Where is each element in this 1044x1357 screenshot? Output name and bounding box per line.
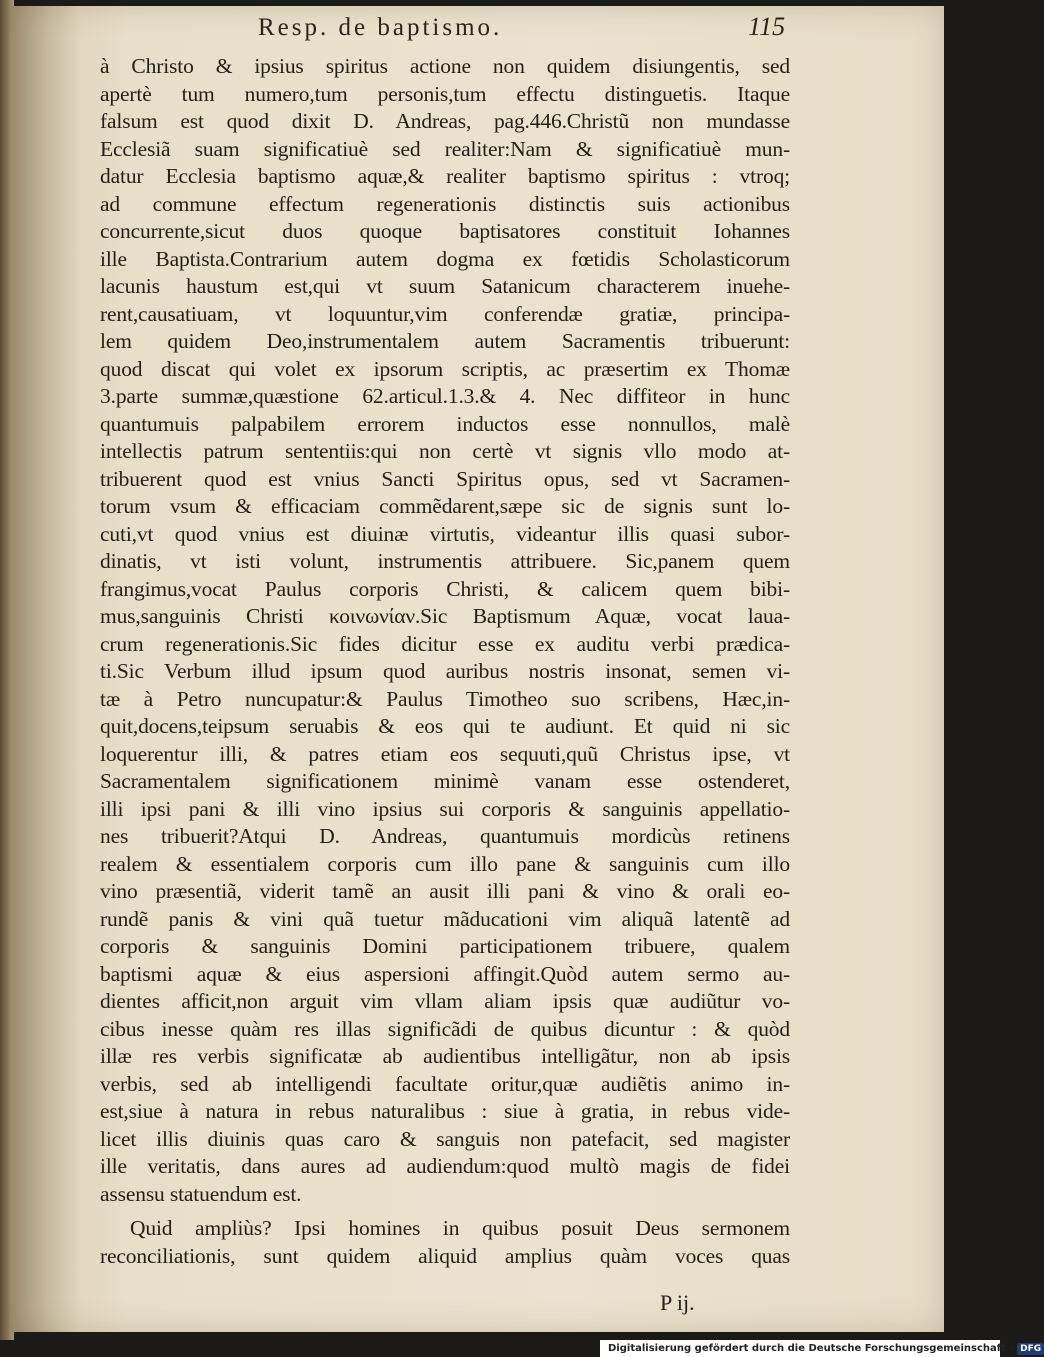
text-line: cibus inesse quàm res illas significãdi de quibus dicuntur : & quòd — [100, 1016, 790, 1041]
text-line: est,siue à natura in rebus naturalibus : siue à gratia, in rebus vide- — [100, 1099, 790, 1123]
signature-mark: P ij. — [660, 1290, 695, 1315]
text-line: quit,docens,teipsum seruabis & eos qui te audiunt. Et quid ni sic — [100, 714, 790, 738]
text-line: concurrente,sicut duos quoque baptisatores constituit Iohannes — [100, 219, 790, 243]
paragraph-gap — [100, 1208, 790, 1215]
text-line: corporis & sanguinis Domini participationem tribuere, qualem — [100, 934, 790, 958]
text-line: illi ipsi pani & illi vino ipsius sui corporis & sanguinis appellatio- — [100, 796, 790, 821]
text-line: baptismi aquæ & eius aspersioni affingit.Quòd autem sermo au- — [100, 961, 790, 986]
text-line: quantumuis palpabilem errorem inductos esse nonnullos, malè — [100, 411, 790, 436]
text-line: verbis, sed ab intelligendi facultate oritur,quæ audiẽtis animo in- — [100, 1071, 790, 1096]
text-line: lem quidem Deo,instrumentalem autem Sacramentis tribuerunt: — [100, 329, 790, 353]
text-line: frangimus,vocat Paulus corporis Christi, & calicem quem bibi- — [100, 576, 790, 601]
text-line: ille veritatis, dans aures ad audiendum:quod multò magis de fidei — [100, 1154, 790, 1178]
text-line: lacunis haustum est,qui vt suum Satanicum characterem inuehe- — [100, 274, 790, 298]
text-line: Sacramentalem significationem minimè vanam esse ostenderet, — [100, 769, 790, 793]
footer-credit: Digitalisierung gefördert durch die Deutsche Forschungsgemeinschaft · — [608, 1343, 1014, 1354]
text-line: falsum est quod dixit D. Andreas, pag.446.Christũ non mundasse — [100, 109, 790, 133]
text-line: tribuerent quod est vnius Sancti Spiritus opus, sed vt Sacramen- — [100, 466, 790, 491]
text-line: ille Baptista.Contrarium autem dogma ex fœtidis Scholasticorum — [100, 246, 790, 271]
page-number: 115 — [748, 12, 786, 41]
text-line: crum regenerationis.Sic fides dicitur esse ex auditu verbi prædica- — [100, 631, 790, 656]
text-line: assensu statuendum est. — [100, 1181, 302, 1206]
text-line: intellectis patrum sententiis:qui non certè vt signis vllo modo at- — [100, 439, 790, 463]
page-gutter-shadow — [10, 6, 80, 1332]
text-line: cuti,vt quod vnius est diuinæ virtutis, videantur illis quasi subor- — [100, 521, 790, 546]
text-line: illæ res verbis significatæ ab audientibus intelligãtur, non ab ipsis — [100, 1044, 790, 1068]
text-line: apertè tum numero,tum personis,tum effectu distinguetis. Itaque — [100, 81, 790, 106]
text-line: licet illis diuinis quas caro & sanguis non patefacit, sed magister — [100, 1126, 790, 1151]
text-line: rent,causatiuam, vt loquuntur,vim conferendæ gratiæ, principa- — [100, 301, 790, 326]
text-line: rundẽ panis & vini quã tuetur mãducationi vim aliquã latentẽ ad — [100, 906, 790, 931]
text-line: 3.parte summæ,quæstione 62.articul.1.3.& 4. Nec diffiteor in hunc — [100, 384, 790, 408]
text-line: à Christo & ipsius spiritus actione non quidem disiungentis, sed — [100, 54, 790, 78]
text-line: ad commune effectum regenerationis distinctis suis actionibus — [100, 191, 790, 216]
body-text — [100, 53, 790, 1270]
text-line: dientes afficit,non arguit vim vllam aliam ipsis quæ audiũtur vo- — [100, 989, 790, 1013]
dfg-logo: DFG — [1017, 1343, 1044, 1355]
text-line: realem & essentialem corporis cum illo pane & sanguinis cum illo — [100, 851, 790, 876]
running-head: Resp. de baptismo. — [258, 14, 503, 41]
text-line: datur Ecclesia baptismo aquæ,& realiter baptismo spiritus : vtroq; — [100, 164, 790, 188]
text-line: loquerentur illi, & patres etiam eos sequuti,quũ Christus ipse, vt — [100, 741, 790, 766]
text-line: torum vsum & efficaciam commẽdarent,sæpe sic de signis sunt lo- — [100, 494, 790, 518]
paragraph-1 — [100, 53, 790, 1208]
text-line: dinatis, vt isti volunt, instrumentis attribuere. Sic,panem quem — [100, 549, 790, 573]
digitization-footer — [600, 1340, 1042, 1357]
text-line: vino præsentiã, viderit tamẽ an ausit illi pani & vino & orali eo- — [100, 879, 790, 903]
text-line: mus,sanguinis Christi κοινωνίαν.Sic Baptismum Aquæ, vocat laua- — [100, 604, 790, 628]
text-line: tæ à Petro nuncupatur:& Paulus Timotheo suo scribens, Hæc,in- — [100, 686, 790, 711]
paragraph-2 — [100, 1215, 790, 1270]
text-line: nes tribuerit?Atqui D. Andreas, quantumuis mordicùs retinens — [100, 824, 790, 848]
text-line: reconciliationis, sunt quidem aliquid amplius quàm voces quas — [100, 1243, 790, 1268]
text-line: Ecclesiã suam significatiuè sed realiter:Nam & significatiuè mun- — [100, 136, 790, 161]
text-line: Quid ampliùs? Ipsi homines in quibus posuit Deus sermonem — [130, 1216, 790, 1240]
text-line: ti.Sic Verbum illud ipsum quod auribus nostris insonat, semen vi- — [100, 659, 790, 683]
text-line: quod discat qui volet ex ipsorum scriptis, ac præsertim ex Thomæ — [100, 356, 790, 381]
